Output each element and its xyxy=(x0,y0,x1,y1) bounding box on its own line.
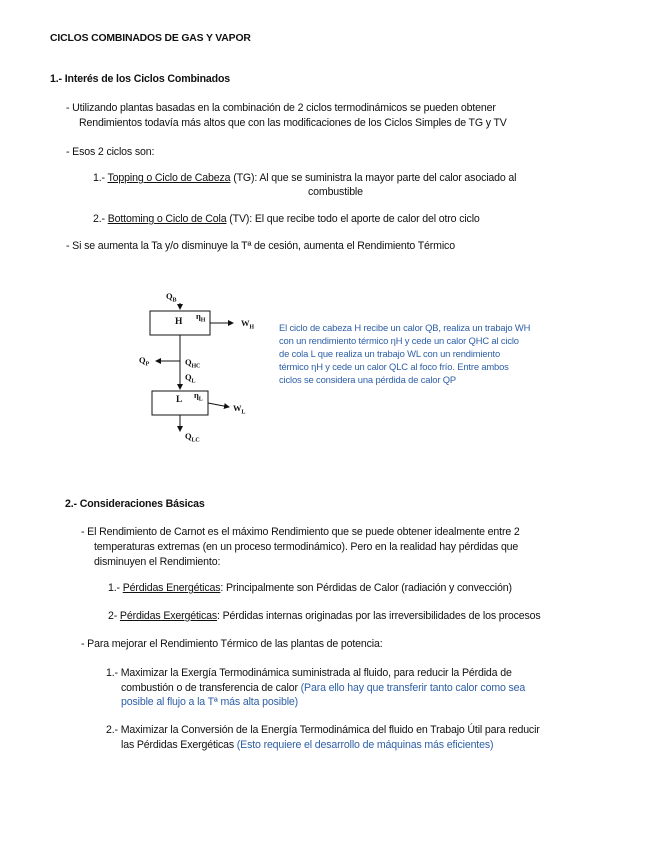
section1-bullet2: - Esos 2 ciclos son: xyxy=(66,146,155,158)
l-cycle-label: L xyxy=(176,395,183,405)
diagram-note-line1: El ciclo de cabeza H recibe un calor QB, realiza un trabajo WH xyxy=(279,322,531,333)
section2-item1 xyxy=(108,582,512,594)
item1-topping-link: Topping o Ciclo de Cabeza xyxy=(107,172,231,184)
item2-bottoming-link: Bottoming o Ciclo de Cola xyxy=(107,213,227,225)
m2-number: 2.- xyxy=(106,724,118,736)
qb-label: $Q_B$ xyxy=(166,291,177,304)
section2-measure1-note2: posible al flujo a la Tª más alta posible) xyxy=(121,696,299,708)
section2-heading: 2.- Consideraciones Básicas xyxy=(65,498,205,510)
m2-text: Maximizar la Conversión de la Energía Termodinámica del fluido en Trabajo Útil para reducir xyxy=(120,724,540,736)
section2-item2 xyxy=(108,610,541,622)
m2-note: (Esto requiere el desarrollo de máquinas más eficientes) xyxy=(236,739,494,751)
section2-bullet2: - Para mejorar el Rendimiento Térmico de las plantas de potencia: xyxy=(81,638,383,650)
section2-bullet1-line2: temperaturas extremas (en un proceso termodinámico). Pero en la realidad hay pérdidas que xyxy=(94,541,519,553)
eta-h-label: $\eta_H$ xyxy=(196,311,206,324)
item2-description: (TV): El que recibe todo el aporte de calor del otro ciclo xyxy=(226,213,480,225)
diagram-note-line2: con un rendimiento térmico ηH y cede un calor QHC al ciclo xyxy=(279,335,519,346)
m1-note1: (Para ello hay que transferir tanto calor como sea xyxy=(300,682,526,694)
section1-item1 xyxy=(93,172,516,184)
qhc-label: $Q_{HC}$ xyxy=(185,357,201,370)
qp-label: $Q_P$ xyxy=(139,355,149,368)
page-title: CICLOS COMBINADOS DE GAS Y VAPOR xyxy=(50,33,251,44)
m1-text: Maximizar la Exergía Termodinámica suministrada al fluido, para reducir la Pérdida de xyxy=(120,667,512,679)
item1-description: (TG): Al que se suministra la mayor parte del calor asociado al xyxy=(230,172,517,184)
section2-bullet1-line1: - El Rendimiento de Carnot es el máximo Rendimiento que se puede obtener idealmente entre 2 xyxy=(81,526,520,538)
m1-number: 1.- xyxy=(106,667,118,679)
m2-text2: las Pérdidas Exergéticas xyxy=(121,739,237,751)
m1-text2: combustión o de transferencia de calor xyxy=(121,682,301,694)
s2-item2-description: : Pérdidas internas originadas por las irreversibilidades de los procesos xyxy=(217,610,541,622)
section1-bullet3: - Si se aumenta la Ta y/o disminuye la Tª de cesión, aumenta el Rendimiento Térmico xyxy=(66,240,455,252)
diagram-note-line5: ciclos se considera una pérdida de calor QP xyxy=(279,374,456,385)
s2-item2-number: 2- xyxy=(108,610,118,622)
section2-bullet1-line3: disminuyen el Rendimiento: xyxy=(94,556,221,568)
section1-item2 xyxy=(93,213,480,225)
section1-bullet1-line1: - Utilizando plantas basadas en la combinación de 2 ciclos termodinámicos se pueden obtener xyxy=(66,102,496,114)
section2-measure2-line1 xyxy=(106,724,540,736)
eta-l-label: $\eta_L$ xyxy=(194,390,203,403)
section1-item1-line2: combustible xyxy=(308,186,363,198)
diagram-note-line3: de cola L que realiza un trabajo WL con un rendimiento xyxy=(279,348,501,359)
item1-number: 1.- xyxy=(93,172,105,184)
s2-item1-number: 1.- xyxy=(108,582,120,594)
wl-arrow xyxy=(208,403,229,407)
s2-item1-link: Pérdidas Energéticas xyxy=(122,582,221,594)
item2-number: 2.- xyxy=(93,213,105,225)
section2-measure1-line1 xyxy=(106,667,512,679)
section1-bullet1-line2: Rendimientos todavía más altos que con las modificaciones de los Ciclos Simples de TG y TV xyxy=(79,117,507,129)
qlc-label: $Q_{LC}$ xyxy=(185,431,200,444)
ql-label: $Q_L$ xyxy=(185,372,196,385)
wl-label: $W_L$ xyxy=(233,403,246,416)
section2-measure2-line2 xyxy=(121,739,493,751)
section1-heading: 1.- Interés de los Ciclos Combinados xyxy=(50,73,231,85)
section2-measure1-line2 xyxy=(121,682,525,694)
diagram-note-line4: térmico ηH y cede un calor QLC al foco frío. Entre ambos xyxy=(279,361,509,372)
s2-item2-link: Pérdidas Exergéticas xyxy=(119,610,218,622)
h-cycle-label: H xyxy=(175,317,183,327)
wh-label: $W_H$ xyxy=(241,318,254,331)
s2-item1-description: : Principalmente son Pérdidas de Calor (radiación y convección) xyxy=(220,582,512,594)
